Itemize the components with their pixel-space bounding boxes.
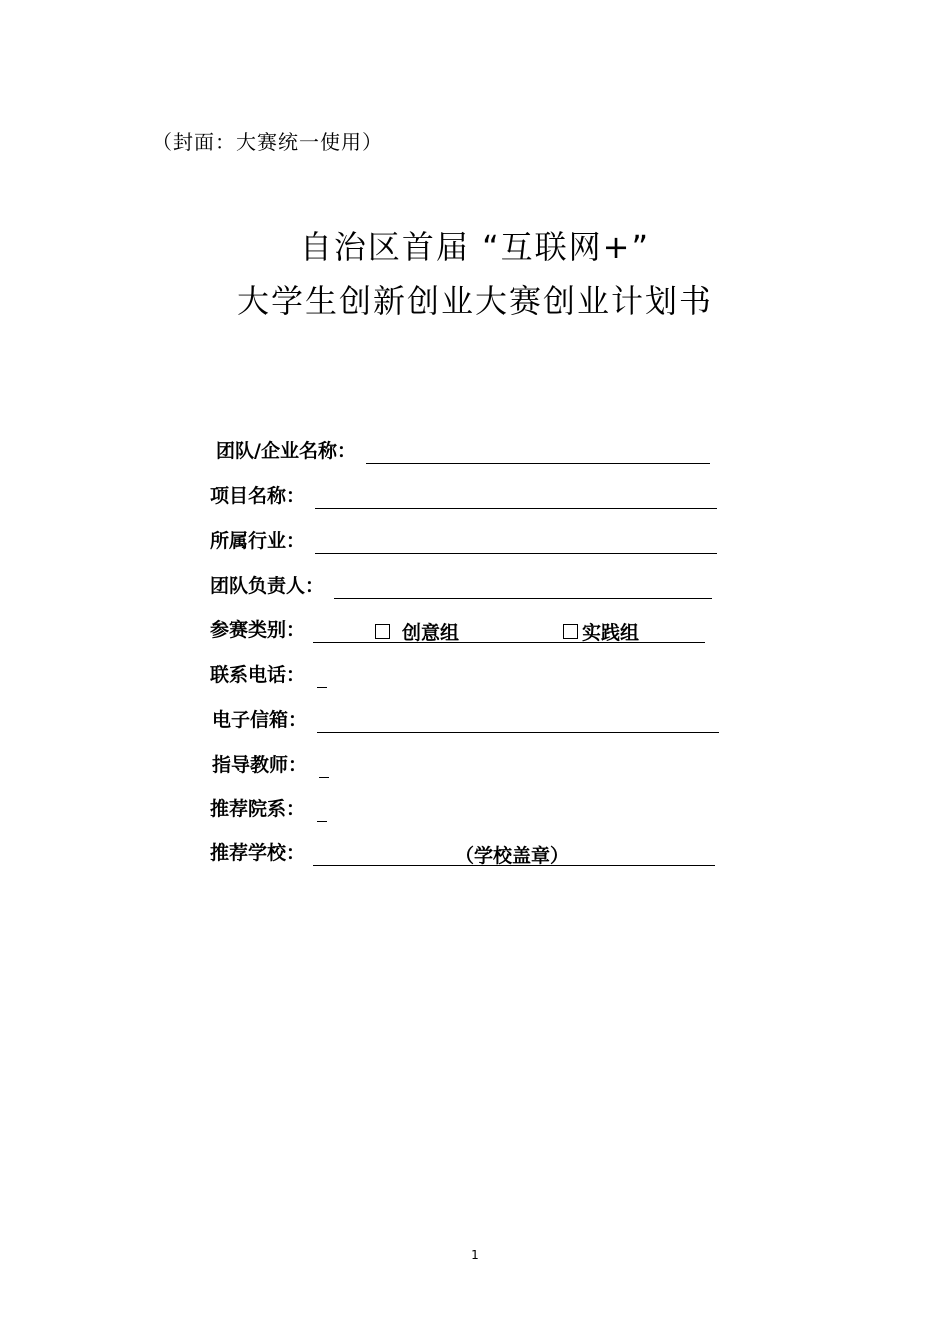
- team-name-row: [216, 434, 710, 464]
- category-options: [313, 616, 705, 643]
- project-name-label: 项目名称：: [210, 485, 306, 507]
- phone-field[interactable]: [317, 665, 327, 688]
- school-label: 推荐学校：: [210, 842, 306, 864]
- project-name-field[interactable]: [315, 486, 717, 509]
- industry-field[interactable]: [315, 531, 717, 554]
- school-stamp-note: （学校盖章）: [455, 845, 570, 867]
- advisor-row: [212, 748, 329, 778]
- team-leader-label: 团队负责人：: [210, 575, 325, 597]
- document-title-line1: 自治区首届 “互联网+”: [299, 228, 651, 266]
- category-row: [210, 613, 705, 643]
- checkbox-icon[interactable]: [375, 624, 390, 639]
- page-number: 1: [471, 1248, 479, 1262]
- email-field[interactable]: [317, 710, 719, 733]
- phone-row: [210, 658, 327, 688]
- industry-label: 所属行业：: [210, 530, 306, 552]
- category-option-creative-label: 创意组: [402, 622, 460, 644]
- department-row: [210, 792, 327, 822]
- team-leader-field[interactable]: [334, 576, 712, 599]
- school-row: [210, 836, 715, 866]
- document-title-line2: 大学生创新创业大赛创业计划书: [236, 282, 713, 320]
- category-label: 参赛类别：: [210, 619, 306, 641]
- checkbox-icon[interactable]: [563, 624, 578, 639]
- project-name-row: [210, 479, 717, 509]
- school-field[interactable]: [313, 839, 715, 866]
- category-option-practice-label: 实践组: [582, 622, 640, 644]
- department-field[interactable]: [317, 799, 327, 822]
- team-name-field[interactable]: [366, 441, 710, 464]
- category-option-practice[interactable]: [563, 618, 639, 645]
- advisor-label: 指导教师：: [212, 754, 308, 776]
- department-label: 推荐院系：: [210, 798, 306, 820]
- advisor-field[interactable]: [319, 755, 329, 778]
- email-row: [212, 703, 719, 733]
- category-option-creative[interactable]: [375, 618, 459, 645]
- industry-row: [210, 524, 717, 554]
- cover-note: （封面：大赛统一使用）: [152, 130, 383, 154]
- team-name-label: 团队/企业名称：: [216, 440, 356, 462]
- phone-label: 联系电话：: [210, 664, 306, 686]
- email-label: 电子信箱：: [212, 709, 308, 731]
- team-leader-row: [210, 569, 712, 599]
